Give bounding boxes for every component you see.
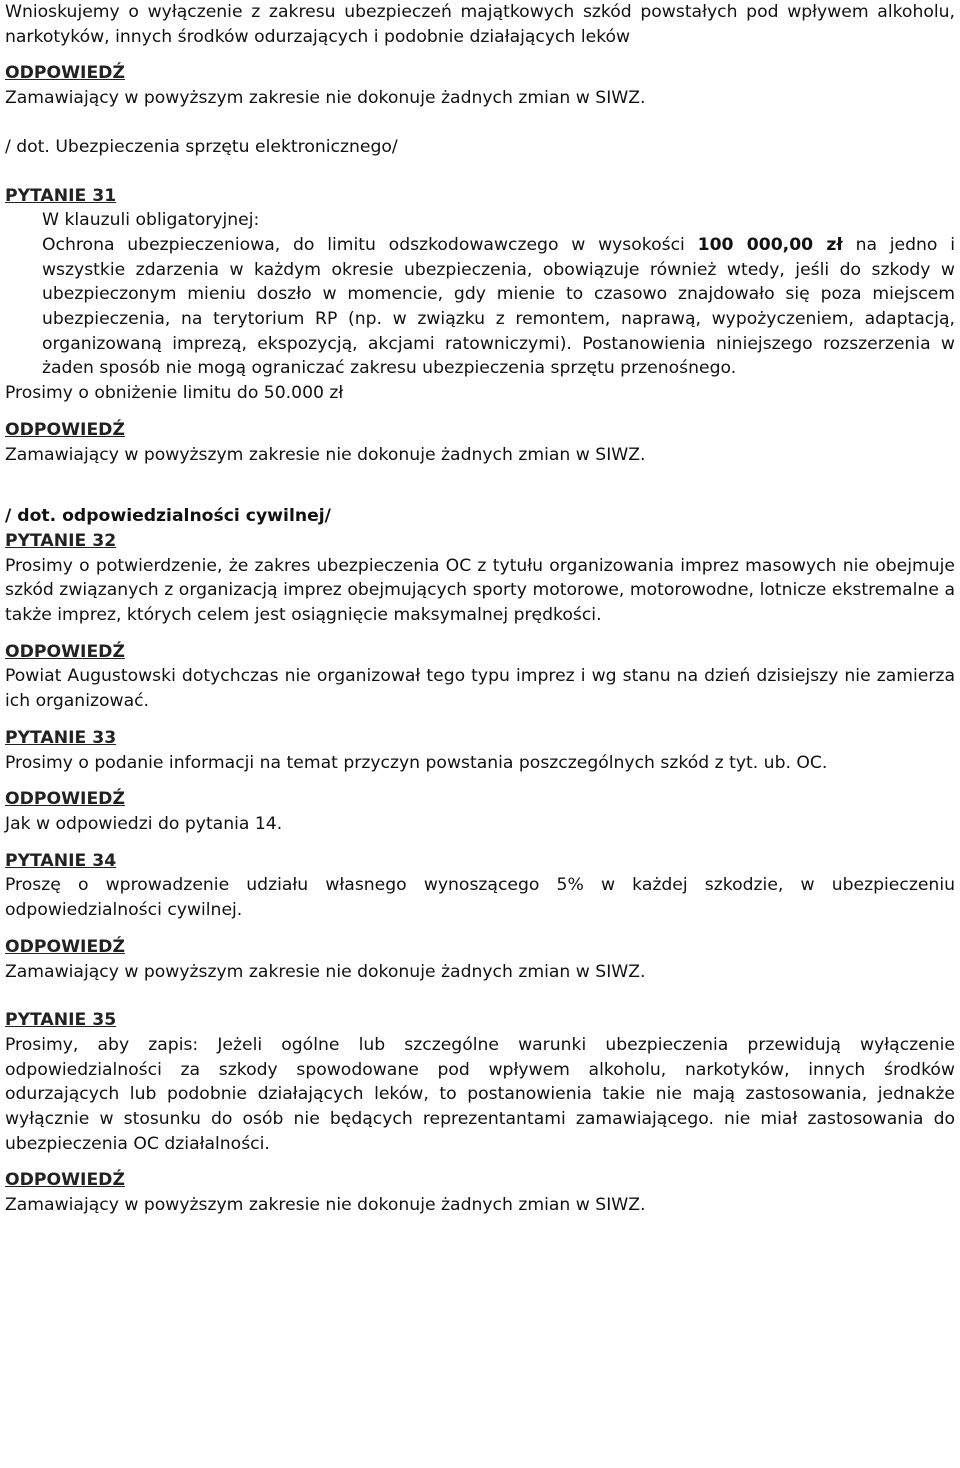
answer-heading: ODPOWIEDŹ bbox=[5, 63, 125, 84]
question-31-body bbox=[5, 208, 955, 381]
question-31-clause: W klauzuli obligatoryjnej: bbox=[42, 210, 260, 231]
answer-heading: ODPOWIEDŹ bbox=[5, 641, 125, 662]
question-35-text: Prosimy, aby zapis: Jeżeli ogólne lub szczególne warunki ubezpieczenia przewidują wyłączenie odpowiedzialności za szkody spowodowane pod wpływem alkoholu, narkotyków, innych środków odurzających lub podobnie działających leków, to postanowienia takie nie mają zastosowania, jednakże wyłącznie w stosunku do osób nie będących reprezentantami zamawiającego. nie miał zastosowania do ubezpieczenia OC działalności. bbox=[5, 1034, 955, 1154]
answer-no-change: Zamawiający w powyższym zakresie nie dokonuje żadnych zmian w SIWZ. bbox=[5, 444, 646, 465]
question-33-text: Prosimy o podanie informacji na temat przyczyn powstania poszczególnych szkód z tyt. ub. OC. bbox=[5, 752, 828, 773]
question-35-header: PYTANIE 35 bbox=[5, 1010, 117, 1031]
question-33-answer: Jak w odpowiedzi do pytania 14. bbox=[5, 813, 283, 834]
question-32-answer: Powiat Augustowski dotychczas nie organizował tego typu imprez i wg stanu na dzień dzisiejszy nie zamierza ich organizować. bbox=[5, 666, 955, 712]
intro-paragraph: Wnioskujemy o wyłączenie z zakresu ubezpieczeń majątkowych szkód powstałych pod wpływem alkoholu, narkotyków, innych środków odurzających i podobnie działających leków bbox=[5, 2, 955, 47]
question-31-limit: 100 000,00 zł bbox=[697, 234, 843, 255]
question-34-text: Proszę o wprowadzenie udziału własnego wynoszącego 5% w każdej szkodzie, w ubezpieczeniu odpowiedzialności cywilnej. bbox=[5, 875, 955, 921]
answer-heading: ODPOWIEDŹ bbox=[5, 419, 125, 440]
question-31-header: PYTANIE 31 bbox=[5, 185, 117, 206]
question-32-header: PYTANIE 32 bbox=[5, 530, 117, 551]
answer-no-change: Zamawiający w powyższym zakresie nie dokonuje żadnych zmian w SIWZ. bbox=[5, 1195, 646, 1216]
question-31-request: Prosimy o obniżenie limitu do 50.000 zł bbox=[5, 383, 344, 404]
answer-heading: ODPOWIEDŹ bbox=[5, 1170, 125, 1191]
question-31-text-b: na jedno i wszystkie zdarzenia w każdym okresie ubezpieczenia, obowiązuje również wtedy, jeśli do szkody w ubezpieczonym mieniu doszło w momencie, gdy mienie to czasowo znajdowało się poza miejscem ubezpieczenia, na terytorium RP (np. w związku z remontem, naprawą, wypożyczeniem, adaptacją, organizowaną imprezą, ekspozycją, akcjami ratowniczymi). Postanowienia niniejszego rozszerzenia w żaden sposób nie mogą ograniczać zakresu ubezpieczenia sprzętu przenośnego. bbox=[42, 234, 955, 379]
question-34-header: PYTANIE 34 bbox=[5, 850, 117, 871]
answer-no-change: Zamawiający w powyższym zakresie nie dokonuje żadnych zmian w SIWZ. bbox=[5, 88, 646, 109]
question-32-text: Prosimy o potwierdzenie, że zakres ubezpieczenia OC z tytułu organizowania imprez masowych nie obejmuje szkód związanych z organizacją imprez obejmujących sporty motorowe, motorowodne, lotnicze ekstremalne a także imprez, których celem jest osiągnięcie maksymalnej prędkości. bbox=[5, 555, 955, 626]
question-33-header: PYTANIE 33 bbox=[5, 727, 117, 748]
question-31-text bbox=[42, 233, 955, 381]
section-title-electronic: / dot. Ubezpieczenia sprzętu elektronicznego/ bbox=[5, 136, 398, 157]
answer-no-change: Zamawiający w powyższym zakresie nie dokonuje żadnych zmian w SIWZ. bbox=[5, 961, 646, 982]
question-31-text-a: Ochrona ubezpieczeniowa, do limitu odszkodowawczego w wysokości bbox=[42, 234, 685, 255]
section-title-liability: / dot. odpowiedzialności cywilnej/ bbox=[5, 506, 331, 527]
answer-heading: ODPOWIEDŹ bbox=[5, 789, 125, 810]
answer-heading: ODPOWIEDŹ bbox=[5, 936, 125, 957]
